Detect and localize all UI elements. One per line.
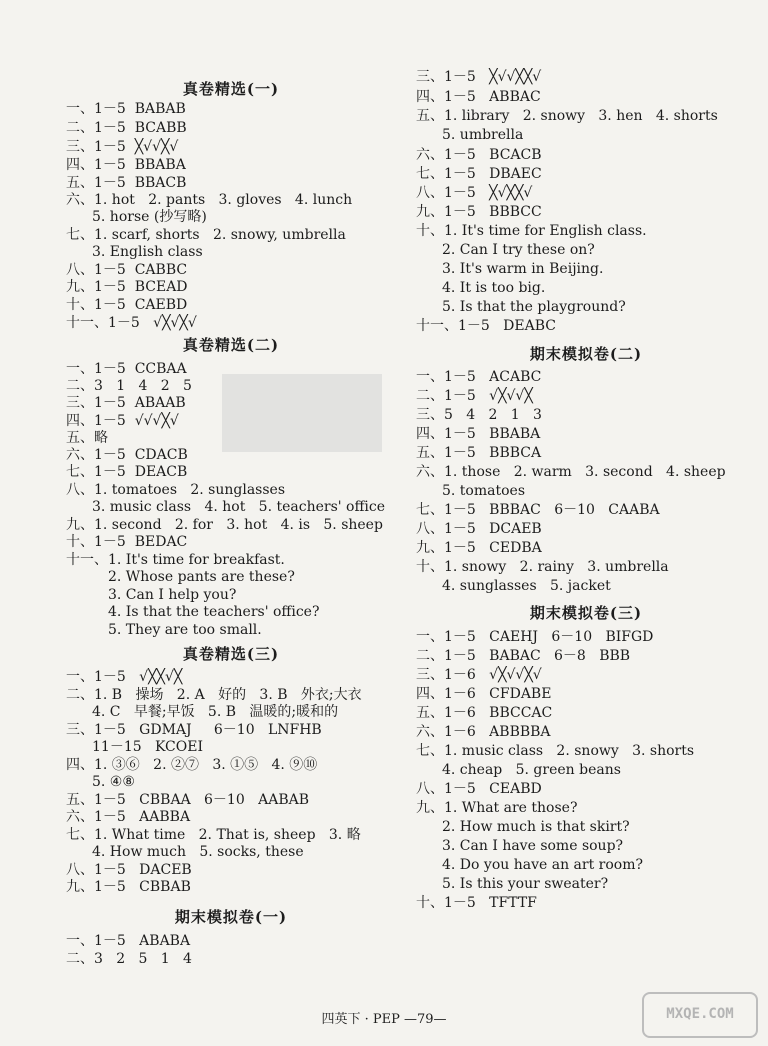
answer-line: 3. English class (92, 244, 203, 260)
answer-line: 八、1－5 CEABD (416, 781, 542, 797)
answer-line: 四、1－5 √√√╳√ (66, 413, 179, 429)
answer-line: 二、3 2 5 1 4 (66, 951, 192, 967)
answer-line: 3. Can I help you? (108, 587, 237, 603)
answer-line: 九、1－5 BBBCC (416, 204, 542, 220)
answer-line: 五、1－6 BBCCAC (416, 705, 553, 721)
answer-line: 七、1－5 BBBAC 6－10 CAABA (416, 502, 660, 518)
answer-line: 三、1－5 ABAAB (66, 395, 186, 411)
answer-line: 4. cheap 5. green beans (442, 762, 621, 778)
answer-line: 5. tomatoes (442, 483, 526, 499)
answer-line: 4. sunglasses 5. jacket (442, 578, 611, 594)
section-title: 期末模拟卷(二) (529, 345, 643, 363)
answer-line: 十、1. snowy 2. rainy 3. umbrella (416, 559, 669, 575)
answer-line: 五、1－5 BBACB (66, 175, 187, 191)
answer-line: 四、1. ③⑥ 2. ②⑦ 3. ①⑤ 4. ⑨⑩ (66, 757, 318, 773)
answer-line: 4. Do you have an art room? (442, 857, 643, 873)
answer-line: 七、1. scarf, shorts 2. snowy, umbrella (66, 227, 346, 243)
watermark-logo: MXQE.COM (642, 992, 758, 1038)
section-title: 期末模拟卷(一) (174, 908, 288, 926)
answer-line: 七、1－5 DBAEC (416, 166, 542, 182)
answer-line: 一、1－5 √╳╳√╳ (66, 669, 183, 685)
answer-line: 五、1－5 BBBCA (416, 445, 542, 461)
answer-line: 三、1－5 GDMAJ 6－10 LNFHB (66, 722, 322, 738)
answer-line: 4. Is that the teachers' office? (108, 604, 320, 620)
answer-line: 一、1－5 ACABC (416, 369, 542, 385)
answer-line: 九、1. second 2. for 3. hot 4. is 5. sheep (66, 517, 383, 533)
answer-line: 3. Can I have some soup? (442, 838, 624, 854)
answer-line: 八、1－5 CABBC (66, 262, 188, 278)
answer-line: 七、1－5 DEACB (66, 464, 188, 480)
answer-line: 十一、1. It's time for breakfast. (66, 552, 285, 568)
answer-line: 八、1－5 DCAEB (416, 521, 542, 537)
answer-line: 一、1－5 ABABA (66, 933, 191, 949)
answer-line: 4. It is too big. (442, 280, 546, 296)
answer-line: 一、1－5 CCBAA (66, 361, 187, 377)
answer-line: 十、1－5 BEDAC (66, 534, 188, 550)
answer-line: 三、1－6 √╳√√╳√ (416, 667, 542, 683)
section-title: 真卷精选(一) (182, 80, 280, 98)
answer-line: 八、1－5 ╳√╳╳√ (416, 185, 533, 201)
answer-line: 五、1. library 2. snowy 3. hen 4. shorts (416, 108, 718, 124)
answer-line: 2. How much is that skirt? (442, 819, 630, 835)
answer-line: 5. horse (抄写略) (92, 209, 207, 225)
section-title: 期末模拟卷(三) (529, 604, 643, 622)
answer-line: 3. music class 4. hot 5. teachers' office (92, 499, 386, 515)
section-title: 真卷精选(三) (182, 645, 280, 663)
answer-line: 六、1－5 AABBA (66, 809, 191, 825)
answer-line: 五、略 (66, 430, 108, 446)
answer-line: 九、1－5 BCEAD (66, 279, 188, 295)
page-footer: 四英下 · PEP —79— (321, 1012, 447, 1027)
answer-line: 5. ④⑧ (92, 774, 135, 790)
section-title: 真卷精选(二) (182, 336, 280, 354)
answer-line: 八、1. tomatoes 2. sunglasses (66, 482, 286, 498)
answer-line: 七、1. What time 2. That is, sheep 3. 略 (66, 827, 361, 843)
answer-line: 11－15 KCOEI (92, 739, 204, 755)
answer-line: 九、1－5 CBBAB (66, 879, 191, 895)
redaction-box (222, 374, 382, 452)
answer-line: 5. Is that the playground? (442, 299, 626, 315)
answer-line: 六、1. hot 2. pants 3. gloves 4. lunch (66, 192, 353, 208)
answer-line: 一、1－5 BABAB (66, 101, 186, 117)
answer-line: 六、1－5 BCACB (416, 147, 542, 163)
answer-line: 2. Whose pants are these? (108, 569, 295, 585)
answer-line: 五、1－5 CBBAA 6－10 AABAB (66, 792, 310, 808)
answer-line: 5. umbrella (442, 127, 524, 143)
answer-line: 四、1－5 BBABA (66, 157, 186, 173)
answer-line: 4. How much 5. socks, these (92, 844, 304, 860)
answer-line: 六、1. those 2. warm 3. second 4. sheep (416, 464, 726, 480)
answer-line: 5. They are too small. (108, 622, 262, 638)
answer-line: 4. C 早餐;早饭 5. B 温暖的;暖和的 (92, 704, 339, 720)
answer-line: 四、1－6 CFDABE (416, 686, 552, 702)
answer-line: 八、1－5 DACEB (66, 862, 192, 878)
answer-line: 二、1－5 BABAC 6－8 BBB (416, 648, 631, 664)
answer-line: 2. Can I try these on? (442, 242, 595, 258)
answer-line: 六、1－6 ABBBBA (416, 724, 551, 740)
answer-line: 九、1. What are those? (416, 800, 578, 816)
answer-line: 二、1－5 BCABB (66, 120, 187, 136)
answer-line: 十、1. It's time for English class. (416, 223, 647, 239)
answer-line: 十一、1－5 √╳√╳√ (66, 315, 197, 331)
answer-line: 十、1－5 TFTTF (416, 895, 537, 911)
answer-line: 七、1. music class 2. snowy 3. shorts (416, 743, 695, 759)
answer-line: 三、1－5 ╳√√╳√ (66, 139, 179, 155)
answer-line: 四、1－5 ABBAC (416, 89, 541, 105)
answer-line: 三、5 4 2 1 3 (416, 407, 542, 423)
answer-line: 十、1－5 CAEBD (66, 297, 188, 313)
answer-line: 十一、1－5 DEABC (416, 318, 556, 334)
answer-line: 六、1－5 CDACB (66, 447, 188, 463)
answer-line: 5. Is this your sweater? (442, 876, 609, 892)
answer-line: 三、1－5 ╳√√╳╳√ (416, 69, 542, 85)
answer-line: 四、1－5 BBABA (416, 426, 541, 442)
answer-line: 二、1－5 √╳√√╳ (416, 388, 533, 404)
answer-line: 二、3 1 4 2 5 (66, 378, 192, 394)
answer-line: 一、1－5 CAEHJ 6－10 BIFGD (416, 629, 654, 645)
answer-line: 九、1－5 CEDBA (416, 540, 542, 556)
answer-line: 3. It's warm in Beijing. (442, 261, 604, 277)
answer-line: 二、1. B 操场 2. A 好的 3. B 外衣;大衣 (66, 687, 362, 703)
